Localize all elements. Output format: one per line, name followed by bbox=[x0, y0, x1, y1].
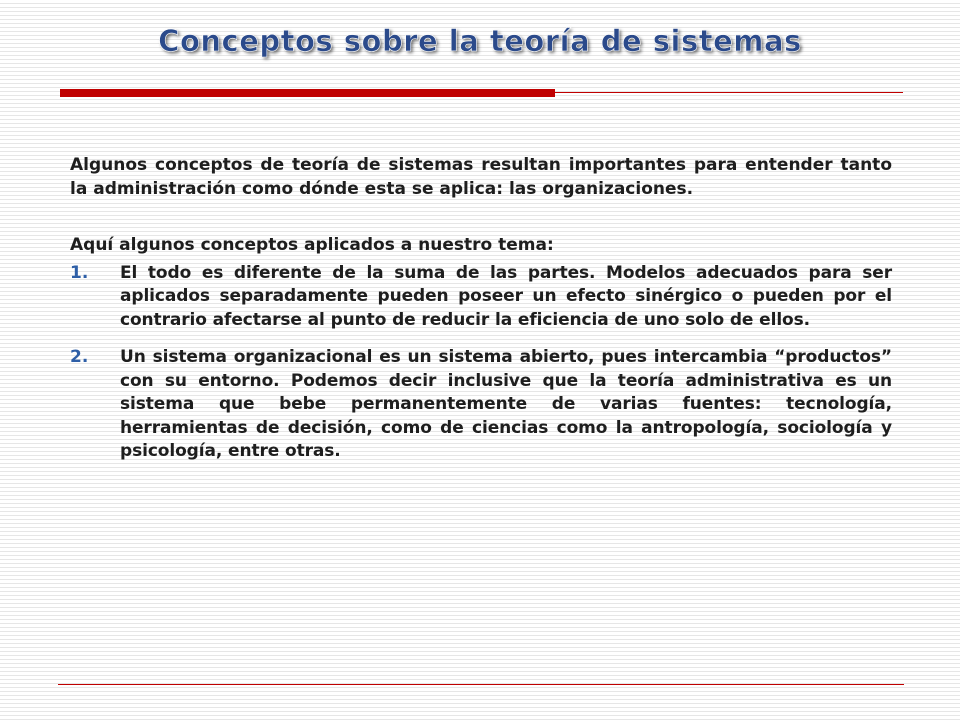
title-underline-thin bbox=[555, 92, 903, 93]
list-item bbox=[70, 346, 892, 464]
slide-title: Conceptos sobre la teoría de sistemas bbox=[158, 24, 802, 58]
title-underline-thick bbox=[60, 89, 555, 97]
concept-list bbox=[70, 262, 892, 464]
list-item-text: Un sistema organizacional es un sistema abierto, pues intercambia “productos” con su entorno. Podemos decir inclusive que la teoría administrativa es un sistema que bebe permanentemente de varias fuentes: tecnología, herramientas de decisión, como de ciencias como la antropología, sociología y psicología, entre otras. bbox=[120, 347, 892, 461]
list-item-number: 1. bbox=[70, 262, 89, 283]
footer-divider bbox=[58, 684, 904, 685]
list-item-number: 2. bbox=[70, 347, 89, 367]
intro-paragraph: Algunos conceptos de teoría de sistemas resultan importantes para entender tanto la administración como dónde esta se aplica: las organizaciones. bbox=[70, 155, 892, 199]
list-lead-text: Aquí algunos conceptos aplicados a nuestro tema: bbox=[70, 235, 554, 255]
list-item bbox=[70, 262, 892, 333]
slide-body bbox=[70, 154, 892, 478]
list-item-text: El todo es diferente de la suma de las partes. Modelos adecuados para ser aplicados separadamente pueden poseer un efecto sinérgico o pueden por el contrario afectarse al punto de reducir la eficiencia de uno solo de ellos. bbox=[120, 262, 892, 330]
